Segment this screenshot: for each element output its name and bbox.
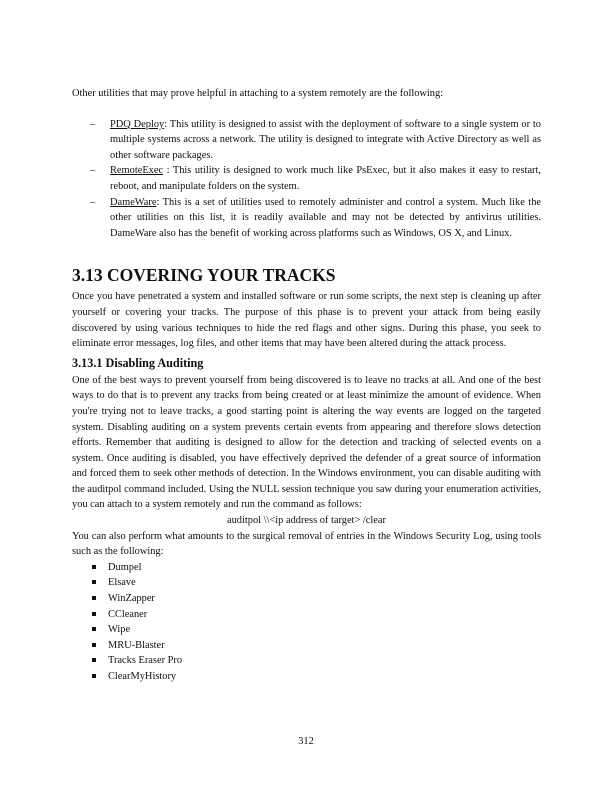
section-paragraph: Once you have penetrated a system and installed software or run some scripts, the next step is cleaning up after yourself or covering your tracks. The purpose of this phase is to prevent your attack from being easily discovered by using various techniques to hide the red flags and other signs. During this phase, you seek to eliminate error messages, log files, and other items that may have been altered during the attack process. xyxy=(72,291,541,350)
subsection-paragraph: One of the best ways to prevent yourself from being discovered is to leave no tracks at all. And one of the best ways to do that is to prevent any tracks from being created or at least minimize the amount of evidence. When you're trying not to leave tracks, a good starting point is altering the way events are logged on the targeted system. Disabling auditing on a system prevents certain events from appearing and therefore slows detection efforts. Remember that auditing is designed to allow for the detection and tracking of selected events on a system. Once auditing is disabled, you have effectively deprived the defender of a great source of information and forced them to seek other methods of detection. In the Windows environment, you can disable auditing with the auditpol command included. Using the NULL session technique you saw during your enumeration activities, you can attach to a system remotely and run the command as follows: xyxy=(72,374,541,511)
dash-marker: – xyxy=(90,196,96,208)
list-item xyxy=(108,591,541,607)
list-item xyxy=(90,117,541,164)
list-item xyxy=(108,653,541,669)
tool-name: ClearMyHistory xyxy=(108,671,177,682)
tools-list xyxy=(72,560,541,685)
section-heading: 3.13 COVERING YOUR TRACKS xyxy=(72,265,336,286)
command-line: auditpol \\<ip address of target> /clear xyxy=(227,515,386,527)
page-number: 312 xyxy=(298,736,314,747)
tool-name: CCleaner xyxy=(108,608,148,620)
square-bullet-icon xyxy=(92,596,96,600)
list-item xyxy=(108,560,541,576)
tool-name: Elsave xyxy=(108,577,136,589)
square-bullet-icon xyxy=(92,643,96,647)
utility-description: : This utility is designed to assist with the deployment of software to a single system or to multiple systems across a network. The utility is designed to integrate with Active Directory as well as other software packages. xyxy=(110,118,541,161)
utility-description: : This utility is designed to work much like PsExec, but it also makes it easy to restart, reboot, and manipulate folders on the system. xyxy=(110,165,541,192)
square-bullet-icon xyxy=(92,612,96,616)
square-bullet-icon xyxy=(92,627,96,631)
list-item xyxy=(108,575,541,591)
intro-paragraph: Other utilities that may prove helpful in attaching to a system remotely are the following: xyxy=(72,88,444,99)
tool-name: Wipe xyxy=(108,624,131,636)
utility-term: DameWare xyxy=(110,196,157,208)
square-bullet-icon xyxy=(92,580,96,584)
square-bullet-icon xyxy=(92,658,96,662)
utilities-list xyxy=(72,117,541,242)
utility-description: : This is a set of utilities used to remotely administer and control a system. Much like the other utilities on this list, it is readily available and may not be detected by antivirus utilities. DameWare also has the benefit of working across platforms such as Windows, OS X, and Linux. xyxy=(110,196,541,239)
list-item xyxy=(108,607,541,623)
tool-name: WinZapper xyxy=(108,593,155,605)
square-bullet-icon xyxy=(92,674,96,678)
dash-marker: – xyxy=(90,118,96,130)
list-item xyxy=(90,195,541,242)
dash-marker: – xyxy=(90,165,96,177)
utility-term: RemoteExec xyxy=(110,165,164,177)
utility-term: PDQ Deploy xyxy=(110,118,165,130)
list-item xyxy=(90,163,541,194)
list-item xyxy=(108,622,541,638)
tool-name: Dumpel xyxy=(108,561,142,573)
subsection-heading: 3.13.1 Disabling Auditing xyxy=(72,355,204,370)
tool-name: MRU-Blaster xyxy=(108,639,165,651)
list-item xyxy=(108,669,541,685)
list-item xyxy=(108,638,541,654)
tool-name: Tracks Eraser Pro xyxy=(108,655,183,667)
tools-intro-paragraph: You can also perform what amounts to the surgical removal of entries in the Windows Security Log, using tools such as the following: xyxy=(72,530,541,558)
square-bullet-icon xyxy=(92,565,96,569)
page-body xyxy=(72,86,541,685)
